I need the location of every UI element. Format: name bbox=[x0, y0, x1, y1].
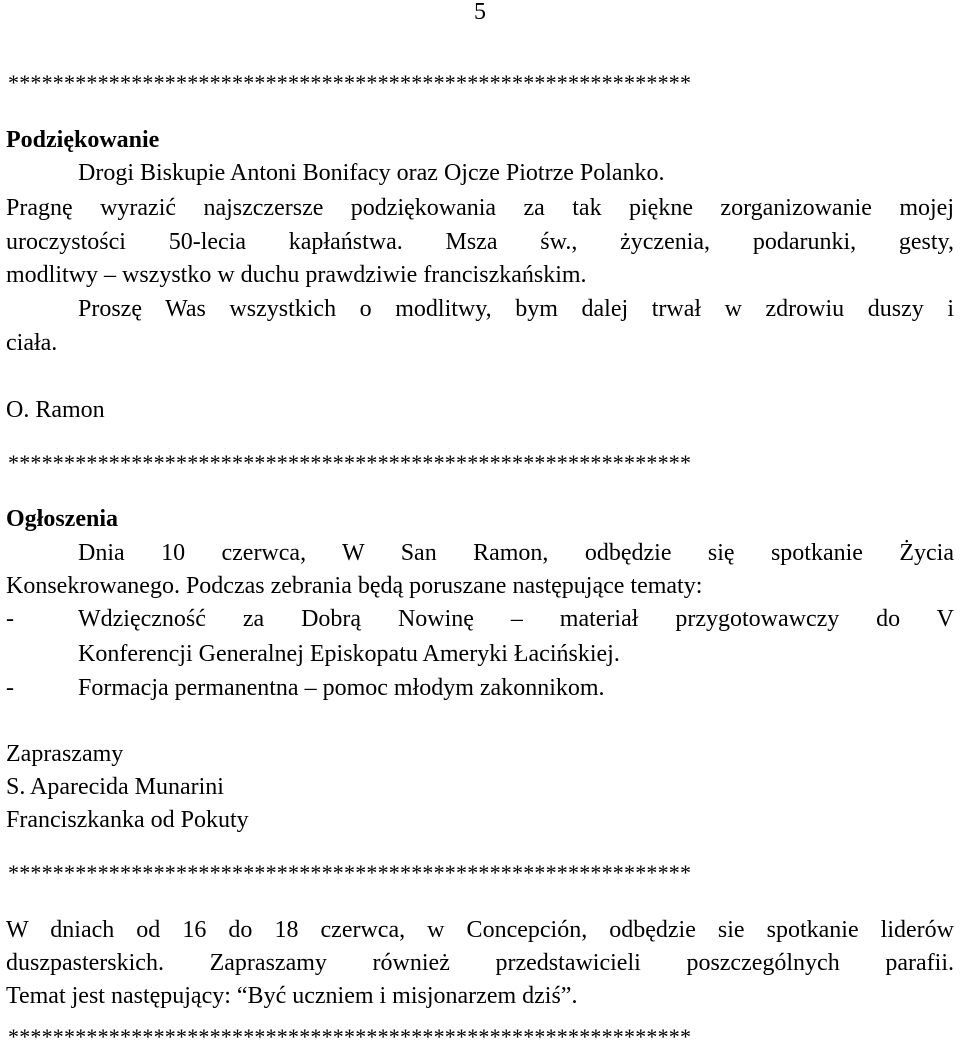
separator-line: ************************************************************* bbox=[8, 860, 692, 885]
bullet-line: Formacja permanentna – pomoc młodym zakonnikom. bbox=[78, 675, 605, 701]
separator-line: ************************************************************* bbox=[8, 450, 692, 475]
thanks-heading: Podziękowanie bbox=[6, 127, 160, 153]
thanks-signature: O. Ramon bbox=[6, 397, 105, 423]
signature-name: S. Aparecida Munarini bbox=[6, 774, 224, 800]
thanks-line: ciała. bbox=[6, 330, 58, 356]
signature-role: Franciszkanka od Pokuty bbox=[6, 807, 249, 833]
thanks-line: uroczystości 50-lecia kapłaństwa. Msza św., życzenia, podarunki, gesty, bbox=[6, 229, 954, 255]
announcements-heading: Ogłoszenia bbox=[6, 506, 118, 532]
thanks-line: Pragnę wyrazić najszczersze podziękowania za tak piękne zorganizowanie mojej bbox=[6, 195, 954, 221]
bullet-line: Konferencji Generalnej Episkopatu Ameryki Łacińskiej. bbox=[78, 641, 620, 667]
separator-line: ************************************************************* bbox=[8, 1024, 692, 1049]
announcement-line: Dnia 10 czerwca, W San Ramon, odbędzie się spotkanie Życia bbox=[78, 540, 954, 566]
bullet-marker: - bbox=[6, 675, 14, 701]
thanks-line: modlitwy – wszystko w duchu prawdziwie franciszkańskim. bbox=[6, 262, 587, 288]
announcement-line: Konsekrowanego. Podczas zebrania będą poruszane następujące tematy: bbox=[6, 573, 703, 599]
separator-line: ************************************************************* bbox=[8, 70, 692, 95]
bullet-marker: - bbox=[6, 606, 14, 632]
page-number: 5 bbox=[474, 0, 486, 25]
bullet-line: Wdzięczność za Dobrą Nowinę – materiał przygotowawczy do V bbox=[78, 606, 954, 632]
meeting-line: Temat jest następujący: “Być uczniem i misjonarzem dziś”. bbox=[6, 983, 578, 1009]
invite-text: Zapraszamy bbox=[6, 741, 124, 767]
thanks-line: Proszę Was wszystkich o modlitwy, bym dalej trwał w zdrowiu duszy i bbox=[78, 296, 954, 322]
meeting-line: W dniach od 16 do 18 czerwca, w Concepción, odbędzie sie spotkanie liderów bbox=[6, 917, 954, 943]
thanks-line: Drogi Biskupie Antoni Bonifacy oraz Ojcze Piotrze Polanko. bbox=[78, 160, 665, 186]
meeting-line: duszpasterskich. Zapraszamy również przedstawicieli poszczególnych parafii. bbox=[6, 950, 954, 976]
